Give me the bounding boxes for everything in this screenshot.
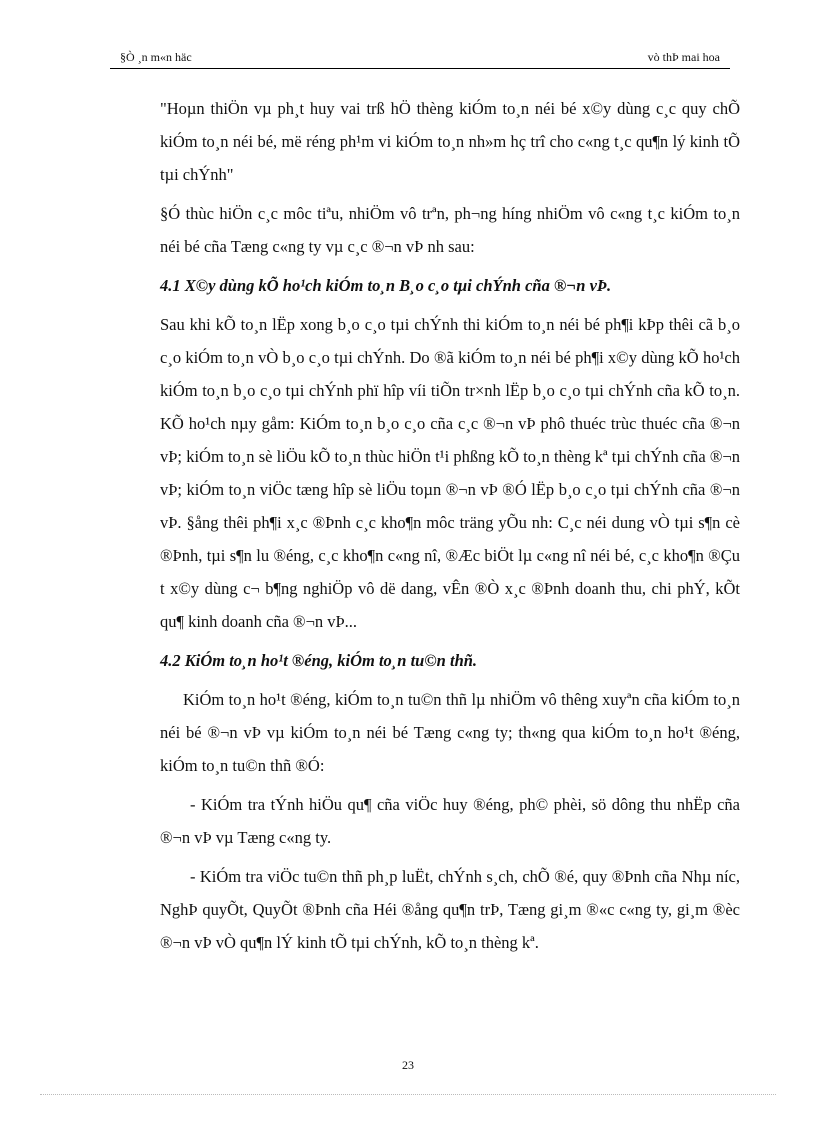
footer-divider [40, 1094, 776, 1095]
section-heading-4-1: 4.1 X©y dùng kÕ ho¹ch kiÓm to¸n B¸o c¸o tµi chÝnh cña ®¬n vÞ. [160, 276, 612, 295]
list-item-efficiency: - KiÓm tra tÝnh hiÖu qu¶ cña viÖc huy ®éng, ph© phèi, sö dông thu nhËp cña ®¬n vÞ vµ Tæng c«ng ty. [160, 795, 740, 847]
section-heading-4-2: 4.2 KiÓm to¸n ho¹t ®éng, kiÓm to¸n tu©n thñ. [160, 651, 478, 670]
paragraph-objectives: §Ó thùc hiÖn c¸c môc tiªu, nhiÖm vô trªn, ph¬ng híng nhiÖm vô c«ng t¸c kiÓm to¸n néi bé cña Tæng c«ng ty vµ c¸c ®¬n vÞ nh sau: [160, 204, 740, 256]
paragraph-audit-plan: Sau khi kÕ to¸n lËp xong b¸o c¸o tµi chÝnh thi kiÓm to¸n néi bé ph¶i kÞp thêi cã b¸o c¸o kiÓm to¸n vÒ b¸o c¸o tµi chÝnh. Do ®ã kiÓm to¸n néi bé ph¶i x©y dùng kÕ ho¹ch kiÓm to¸n b¸o c¸o tµi chÝnh phï hîp víi tiÕn tr×nh lËp b¸o c¸o tµi chÝnh cña kÕ to¸n. KÕ ho¹ch nµy gåm: KiÓm to¸n b¸o c¸o cña c¸c ®¬n vÞ phô thuéc trùc thuéc cña ®¬n vÞ; kiÓm to¸n sè liÖu kÕ to¸n thùc hiÖn t¹i phßng kÕ to¸n thèng kª tµi chÝnh cña ®¬n vÞ; kiÓm to¸n viÖc tæng hîp sè liÖu toµn ®¬n vÞ ®Ó lËp b¸o c¸o tµi chÝnh cña ®¬n vÞ. §ång thêi ph¶i x¸c ®Þnh c¸c kho¶n môc träng yÕu nh: C¸c néi dung vÒ tµi s¶n cè ®Þnh, tµi s¶n lu ®éng, c¸c kho¶n c«ng nî, ®Æc biÖt lµ c«ng nî néi bé, c¸c kho¶n ®Çu t x©y dùng c¬ b¶ng nghiÖp vô dë dang, vÊn ®Ò x¸c ®Þnh doanh thu, chi phÝ, kÕt qu¶ kinh doanh cña ®¬n vÞ... [160, 315, 740, 631]
list-item-compliance: - KiÓm tra viÖc tu©n thñ ph¸p luËt, chÝnh s¸ch, chÕ ®é, quy ®Þnh cña Nhµ níc, NghÞ quyÕt, QuyÕt ®Þnh cña Héi ®ång qu¶n trÞ, Tæng gi¸m ®«c c«ng ty, gi¸m ®èc ®¬n vÞ vÒ qu¶n lÝ kinh tÕ tµi chÝnh, kÕ to¸n thèng kª. [160, 867, 740, 952]
header-left-text: §Ò ¸n m«n häc [120, 50, 192, 64]
document-body [160, 92, 740, 959]
page-number: 23 [402, 1058, 414, 1072]
header-divider [110, 68, 730, 69]
header-right-text: vò thÞ mai hoa [647, 50, 720, 64]
paragraph-operational-audit: KiÓm to¸n ho¹t ®éng, kiÓm to¸n tu©n thñ lµ nhiÖm vô thêng xuyªn cña kiÓm to¸n néi bé ®¬n vÞ vµ kiÓm to¸n néi bé Tæng c«ng ty; th«ng qua kiÓm to¸n ho¹t ®éng, kiÓm to¸n tu©n thñ ®Ó: [160, 690, 740, 775]
paragraph-quote: "Hoµn thiÖn vµ ph¸t huy vai trß hÖ thèng kiÓm to¸n néi bé x©y dùng c¸c quy chÕ kiÓm to¸n néi bé, më réng ph¹m vi kiÓm to¸n nh»m hç trî cho c«ng t¸c qu¶n lý kinh tÕ tµi chÝnh" [160, 99, 740, 184]
running-header [110, 44, 730, 66]
